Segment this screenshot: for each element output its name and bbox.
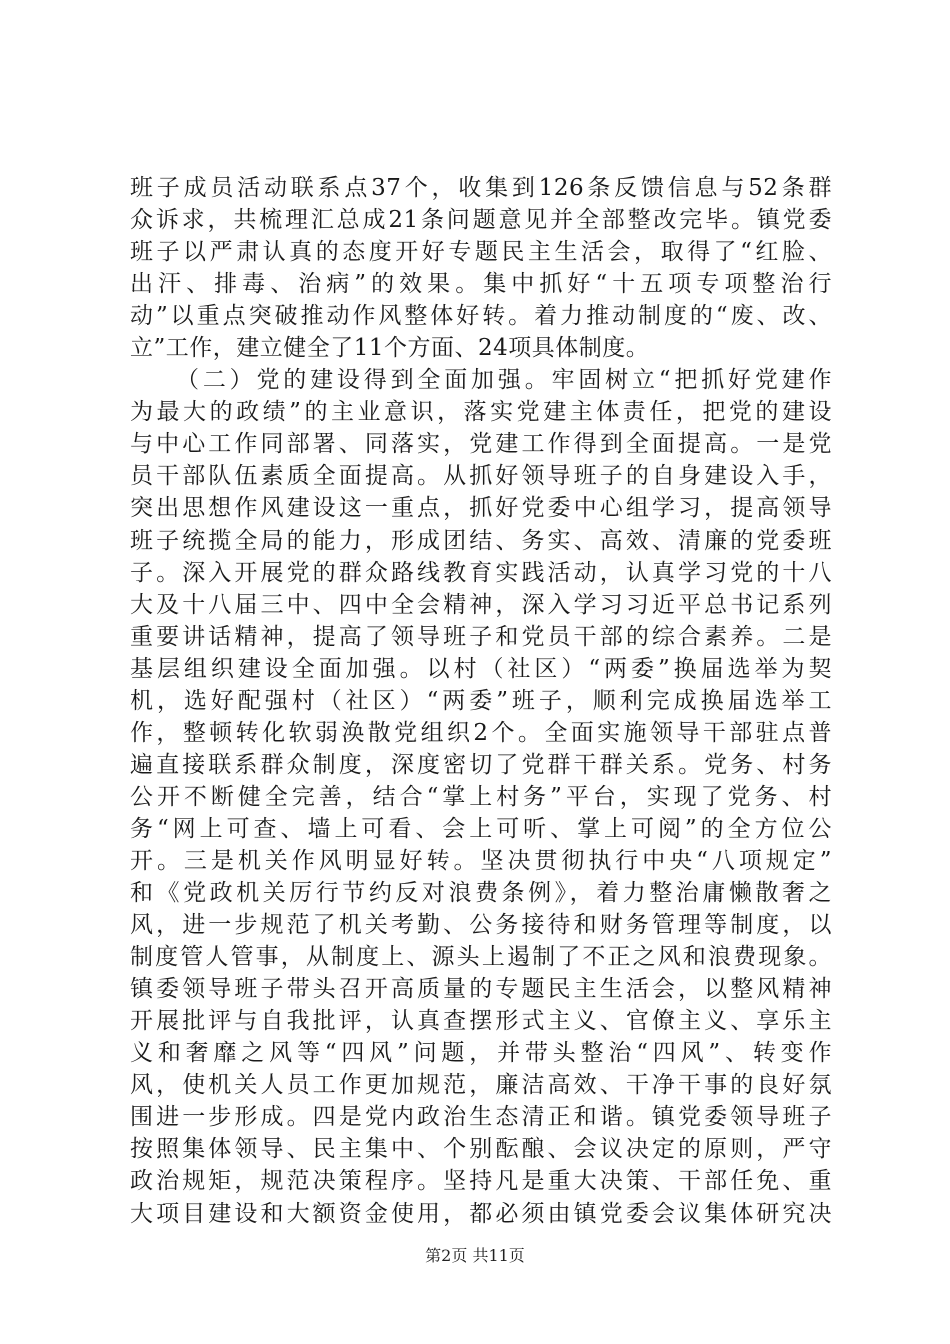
text-line: 开。三是机关作风明显好转。坚决贯彻执行中央“八项规定” <box>130 847 832 874</box>
body-text <box>130 172 832 1230</box>
text-line: 公开不断健全完善，结合“掌上村务”平台，实现了党务、村 <box>130 783 832 810</box>
text-line: 立”工作，建立健全了11个方面、24项具体制度。 <box>130 335 650 362</box>
text-line: 重要讲话精神，提高了领导班子和党员干部的综合素养。二是 <box>130 623 832 650</box>
text-line: 班子以严肃认真的态度开好专题民主生活会，取得了“红脸、 <box>130 239 832 266</box>
text-line: 政治规矩，规范决策程序。坚持凡是重大决策、干部任免、重 <box>130 1168 832 1195</box>
text-line: 大及十八届三中、四中全会精神，深入学习习近平总书记系列 <box>130 591 832 618</box>
text-line: 风，使机关人员工作更加规范，廉洁高效、干净干事的良好氛 <box>130 1072 832 1099</box>
text-line: 动”以重点突破推动作风整体好转。着力推动制度的“废、改、 <box>130 303 832 330</box>
text-line: 镇委领导班子带头召开高质量的专题民主生活会，以整风精神 <box>130 976 832 1003</box>
text-line: 围进一步形成。四是党内政治生态清正和谐。镇党委领导班子 <box>130 1104 832 1131</box>
paragraph-start-line: （二）党的建设得到全面加强。牢固树立“把抓好党建作 <box>176 367 832 394</box>
text-line: 与中心工作同部署、同落实，党建工作得到全面提高。一是党 <box>130 431 832 458</box>
text-line: 开展批评与自我批评，认真查摆形式主义、官僚主义、享乐主 <box>130 1008 832 1035</box>
text-line: 务“网上可查、墙上可看、会上可听、掌上可阅”的全方位公 <box>130 815 832 842</box>
text-line: 基层组织建设全面加强。以村（社区）“两委”换届选举为契 <box>130 655 832 682</box>
text-line: 遍直接联系群众制度，深度密切了党群干群关系。党务、村务 <box>130 751 832 778</box>
text-line: 为最大的政绩”的主业意识，落实党建主体责任，把党的建设 <box>130 399 832 426</box>
text-line: 义和奢靡之风等“四风”问题，并带头整治“四风”、转变作 <box>130 1040 832 1067</box>
text-line: 大项目建设和大额资金使用，都必须由镇党委会议集体研究决 <box>130 1200 832 1227</box>
text-line: 员干部队伍素质全面提高。从抓好领导班子的自身建设入手， <box>130 463 832 490</box>
text-line: 出汗、排毒、治病”的效果。集中抓好“十五项专项整治行 <box>130 271 832 298</box>
text-line: 按照集体领导、民主集中、个别酝酿、会议决定的原则，严守 <box>130 1136 832 1163</box>
text-line: 作，整顿转化软弱涣散党组织2个。全面实施领导干部驻点普 <box>130 719 832 746</box>
text-line: 机，选好配强村（社区）“两委”班子，顺利完成换届选举工 <box>130 687 832 714</box>
text-line: 班子成员活动联系点37个，收集到126条反馈信息与52条群 <box>130 175 832 201</box>
text-line: 众诉求，共梳理汇总成21条问题意见并全部整改完毕。镇党委 <box>130 207 832 234</box>
text-line: 制度管人管事，从制度上、源头上遏制了不正之风和浪费现象。 <box>130 944 832 971</box>
text-line: 班子统揽全局的能力，形成团结、务实、高效、清廉的党委班 <box>130 527 832 554</box>
text-line: 风，进一步规范了机关考勤、公务接待和财务管理等制度，以 <box>130 912 832 939</box>
page-number-footer: 第2页 共11页 <box>425 1246 525 1265</box>
text-line: 突出思想作风建设这一重点，抓好党委中心组学习，提高领导 <box>130 495 832 522</box>
text-line: 子。深入开展党的群众路线教育实践活动，认真学习党的十八 <box>130 559 832 586</box>
text-line: 和《党政机关厉行节约反对浪费条例》，着力整治庸懒散奢之 <box>130 880 832 907</box>
